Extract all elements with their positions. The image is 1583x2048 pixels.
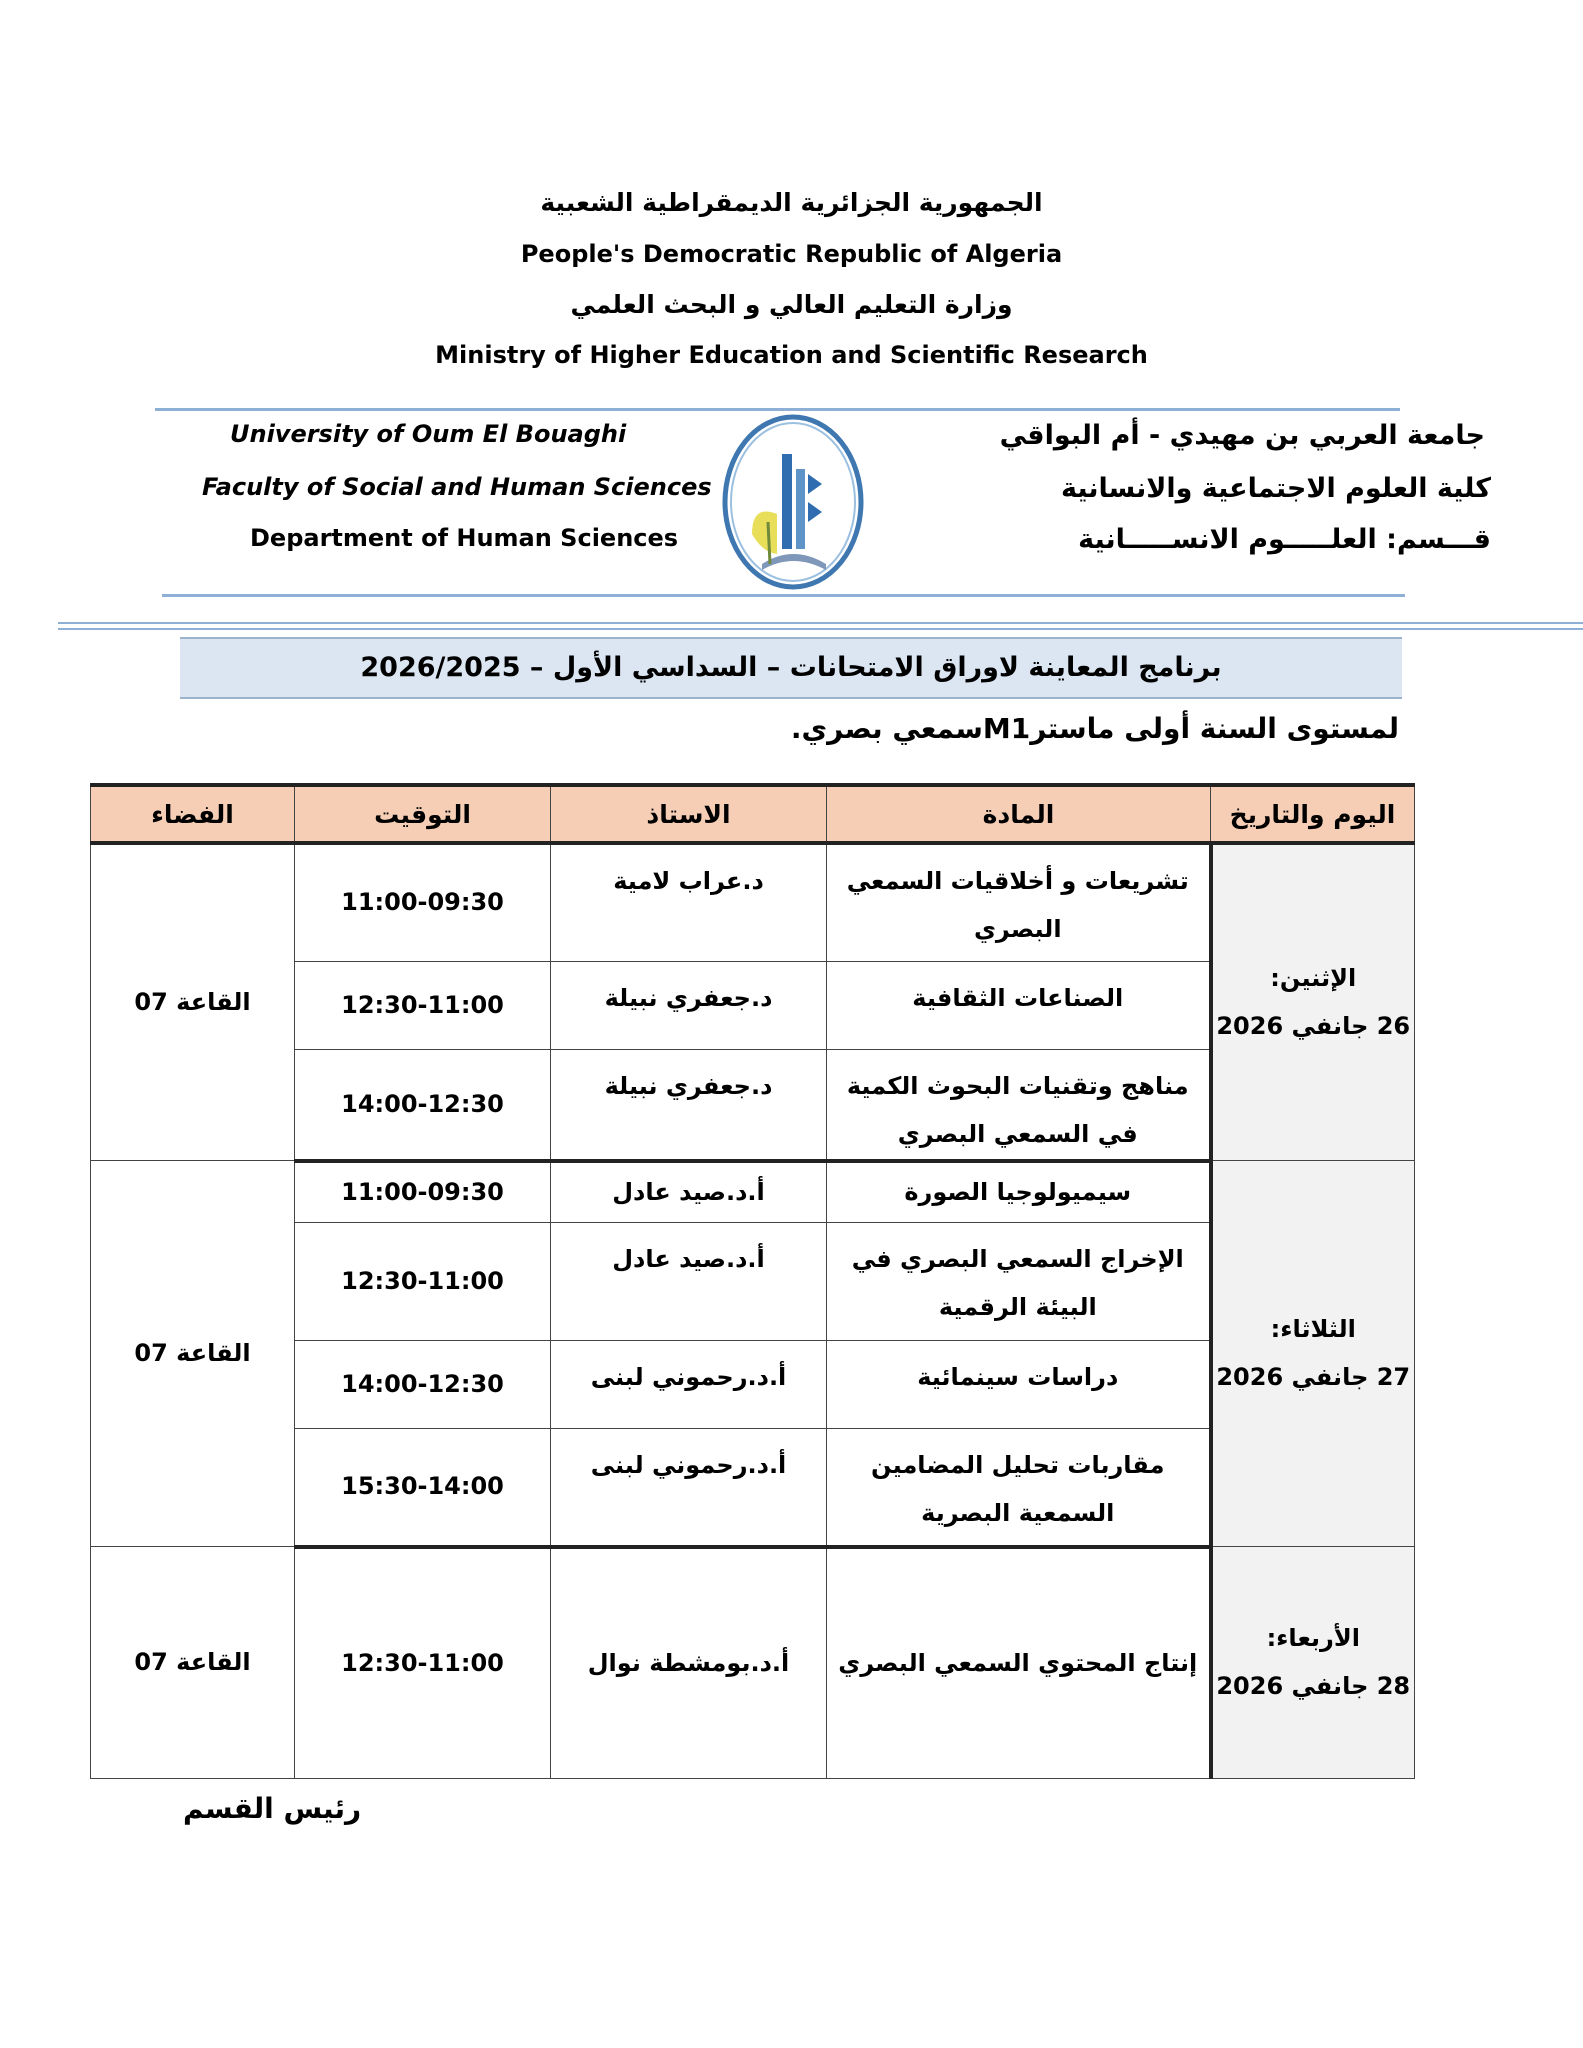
header-top-rule xyxy=(155,408,1400,411)
university-logo xyxy=(722,414,864,590)
teacher-cell: د.عراب لامية xyxy=(551,843,827,961)
department-head-signature: رئيس القسم xyxy=(183,1792,362,1825)
document-title: برنامج المعاينة لاوراق الامتحانات – السداسي الأول – 2026/2025 xyxy=(180,637,1402,699)
table-row xyxy=(91,1547,1415,1779)
room-cell: القاعة 07 xyxy=(91,1547,295,1779)
header-day-date: اليوم والتاريخ xyxy=(1211,785,1415,843)
time-cell: 12:30-11:00 xyxy=(295,1547,551,1779)
day-cell xyxy=(1211,1161,1415,1547)
faculty-en: Faculty of Social and Human Sciences xyxy=(202,473,712,501)
table-row xyxy=(91,843,1415,961)
day-name: الإثنين: xyxy=(1270,964,1357,992)
republic-en: People's Democratic Republic of Algeria xyxy=(520,240,1063,268)
teacher-cell: أ.د.بومشطة نوال xyxy=(551,1547,827,1779)
teacher-cell: أ.د.رحموني لبنى xyxy=(551,1341,827,1429)
header-teacher: الاستاذ xyxy=(551,785,827,843)
day-date: 28 جانفي 2026 xyxy=(1216,1672,1411,1700)
teacher-cell: د.جعفري نبيلة xyxy=(551,1049,827,1161)
header-time: التوقيت xyxy=(295,785,551,843)
header-room: الفضاء xyxy=(91,785,295,843)
subject-cell: تشريعات و أخلاقيات السمعي البصري xyxy=(827,843,1211,961)
time-cell: 11:00-09:30 xyxy=(295,843,551,961)
university-ar: جامعة العربي بن مهيدي - أم البواقي xyxy=(999,420,1485,451)
time-cell: 11:00-09:30 xyxy=(295,1161,551,1223)
day-name: الأربعاء: xyxy=(1266,1624,1360,1652)
time-cell: 12:30-11:00 xyxy=(295,1223,551,1341)
subject-cell: الصناعات الثقافية xyxy=(827,961,1211,1049)
table-header-row xyxy=(91,785,1415,843)
day-cell xyxy=(1211,1547,1415,1779)
ministry-en: Ministry of Higher Education and Scientific Research xyxy=(435,341,1148,369)
schedule-table xyxy=(90,783,1415,1779)
department-en: Department of Human Sciences xyxy=(250,524,679,552)
time-cell: 15:30-14:00 xyxy=(295,1429,551,1547)
university-en: University of Oum El Bouaghi xyxy=(230,420,627,448)
subject-cell: الإخراج السمعي البصري في البيئة الرقمية xyxy=(827,1223,1211,1341)
teacher-cell: د.جعفري نبيلة xyxy=(551,961,827,1049)
teacher-cell: أ.د.رحموني لبنى xyxy=(551,1429,827,1547)
time-cell: 14:00-12:30 xyxy=(295,1341,551,1429)
page-rule-2 xyxy=(58,628,1583,630)
day-name: الثلاثاء: xyxy=(1270,1315,1356,1343)
ministry-ar: وزارة التعليم العالي و البحث العلمي xyxy=(570,290,1013,319)
department-ar: قـــسم: العلـــــوم الانســـــانية xyxy=(1078,524,1491,555)
page-rule-1 xyxy=(58,622,1583,624)
header-bottom-rule xyxy=(162,594,1405,597)
day-date: 26 جانفي 2026 xyxy=(1216,1012,1411,1040)
header-subject: المادة xyxy=(827,785,1211,843)
teacher-cell: أ.د.صيد عادل xyxy=(551,1161,827,1223)
level-line: لمستوى السنة أولى ماسترM1سمعي بصري. xyxy=(790,712,1399,745)
subject-cell: مقاربات تحليل المضامين السمعية البصرية xyxy=(827,1429,1211,1547)
subject-cell: دراسات سينمائية xyxy=(827,1341,1211,1429)
republic-ar: الجمهورية الجزائرية الديمقراطية الشعبية xyxy=(540,188,1043,217)
table-row xyxy=(91,1161,1415,1223)
subject-cell: إنتاج المحتوي السمعي البصري xyxy=(827,1547,1211,1779)
teacher-cell: أ.د.صيد عادل xyxy=(551,1223,827,1341)
faculty-ar: كلية العلوم الاجتماعية والانسانية xyxy=(1060,473,1491,504)
time-cell: 12:30-11:00 xyxy=(295,961,551,1049)
room-cell: القاعة 07 xyxy=(91,843,295,1161)
day-cell xyxy=(1211,843,1415,1161)
subject-cell: مناهج وتقنيات البحوث الكمية في السمعي البصري xyxy=(827,1049,1211,1161)
subject-cell: سيميولوجيا الصورة xyxy=(827,1161,1211,1223)
room-cell: القاعة 07 xyxy=(91,1161,295,1547)
time-cell: 14:00-12:30 xyxy=(295,1049,551,1161)
day-date: 27 جانفي 2026 xyxy=(1216,1363,1411,1391)
